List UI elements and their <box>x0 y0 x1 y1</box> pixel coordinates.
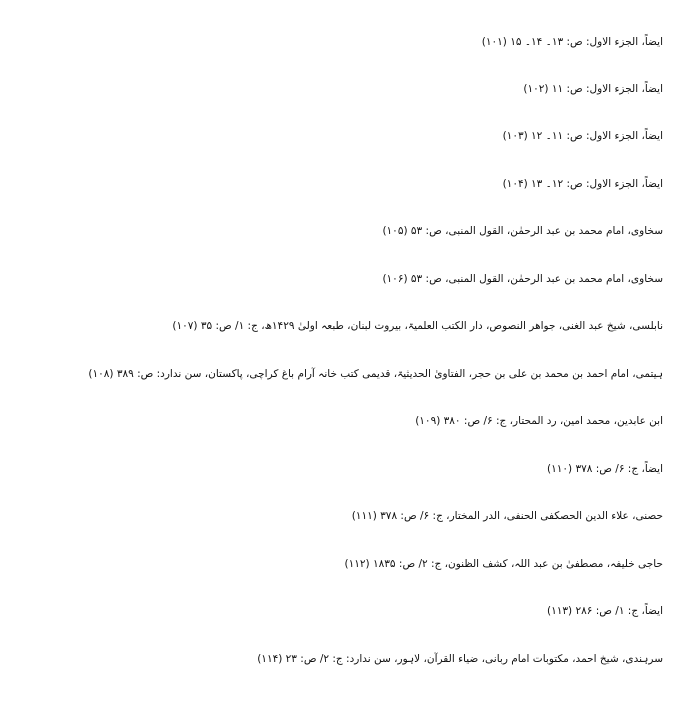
reference-item <box>23 556 663 572</box>
reference-item <box>23 34 663 50</box>
reference-text: سرہندی، شیخ احمد، مکتوبات امام ربانی، ضیاء القرآن، لاہور، سن ندارد: ج: ۲/ ص: ۲۳ <box>285 653 663 665</box>
reference-text: ابن عابدین، محمد امین، رد المحتار، ج: ۶/ ص: ۳۸۰ <box>443 415 663 427</box>
reference-number: (۱۰۴) <box>502 178 528 190</box>
reference-number: (۱۱۰) <box>546 463 573 475</box>
reference-item <box>23 128 663 144</box>
reference-number: (۱۰۹) <box>415 415 441 427</box>
reference-text: ایضاً، الجزء الاول: ص: ۱۱۔ ۱۲ <box>531 130 663 142</box>
reference-number: (۱۱۴) <box>257 653 283 665</box>
reference-text: ہیتمی، امام احمد بن محمد بن علی بن حجر، الفتاویٰ الحدیثیۃ، قدیمی کتب خانہ آرام باغ کراچی، پاکستان، سن ندارد: ص: ۳۸۹ <box>116 368 663 380</box>
reference-item <box>23 508 663 524</box>
reference-item <box>23 81 663 97</box>
reference-item <box>23 318 663 334</box>
reference-text: حاجی خلیفہ، مصطفیٰ بن عبد اللہ، کشف الظنون، ج: ۲/ ص: ۱۸۳۵ <box>373 558 663 570</box>
reference-number: (۱۱۲) <box>344 558 370 570</box>
reference-number: (۱۰۶) <box>382 273 408 285</box>
reference-number: (۱۰۸) <box>88 368 114 380</box>
reference-text: سخاوی، امام محمد بن عبد الرحمٰن، القول المنبی، ص: ۵۳ <box>410 273 663 285</box>
reference-number: (۱۰۵) <box>382 225 408 237</box>
reference-number: (۱۰۳) <box>502 130 528 142</box>
reference-item <box>23 366 663 382</box>
reference-text: ایضاً، الجزء الاول: ص: ۱۳۔ ۱۴۔ ۱۵ <box>510 36 663 48</box>
reference-item <box>23 651 663 667</box>
reference-text: ایضاً، ج: ۶/ ص: ۳۷۸ <box>575 463 663 475</box>
reference-text: حصنی، علاء الدین الحصکفی الحنفی، الدر المختار، ج: ۶/ ص: ۳۷۸ <box>380 510 663 522</box>
reference-item <box>23 176 663 192</box>
reference-item <box>23 271 663 287</box>
reference-item <box>23 461 663 477</box>
reference-text: ایضاً، الجزء الاول: ص: ۱۱ <box>551 83 663 95</box>
reference-number: (۱۱۱) <box>351 510 377 522</box>
reference-text: ایضاً، ج: ۱/ ص: ۲۸۶ <box>575 605 663 617</box>
reference-text: نابلسی، شیخ عبد الغنی، جواھر النصوص، دار الکتب العلمیۃ، بیروت لبنان، طبعہ اولیٰ ۱۴۲۹ھ، ج: ۱/ ص: ۳۵ <box>200 320 663 332</box>
reference-text: ایضاً، الجزء الاول: ص: ۱۲۔ ۱۳ <box>531 178 663 190</box>
reference-item <box>23 223 663 239</box>
reference-number: (۱۰۲) <box>523 83 549 95</box>
reference-number: (۱۰۷) <box>172 320 198 332</box>
reference-number: (۱۰۱) <box>481 36 507 48</box>
reference-item <box>23 603 663 619</box>
reference-item <box>23 413 663 429</box>
reference-text: سخاوی، امام محمد بن عبد الرحمٰن، القول المنبی، ص: ۵۳ <box>410 225 663 237</box>
reference-number: (۱۱۳) <box>546 605 573 617</box>
